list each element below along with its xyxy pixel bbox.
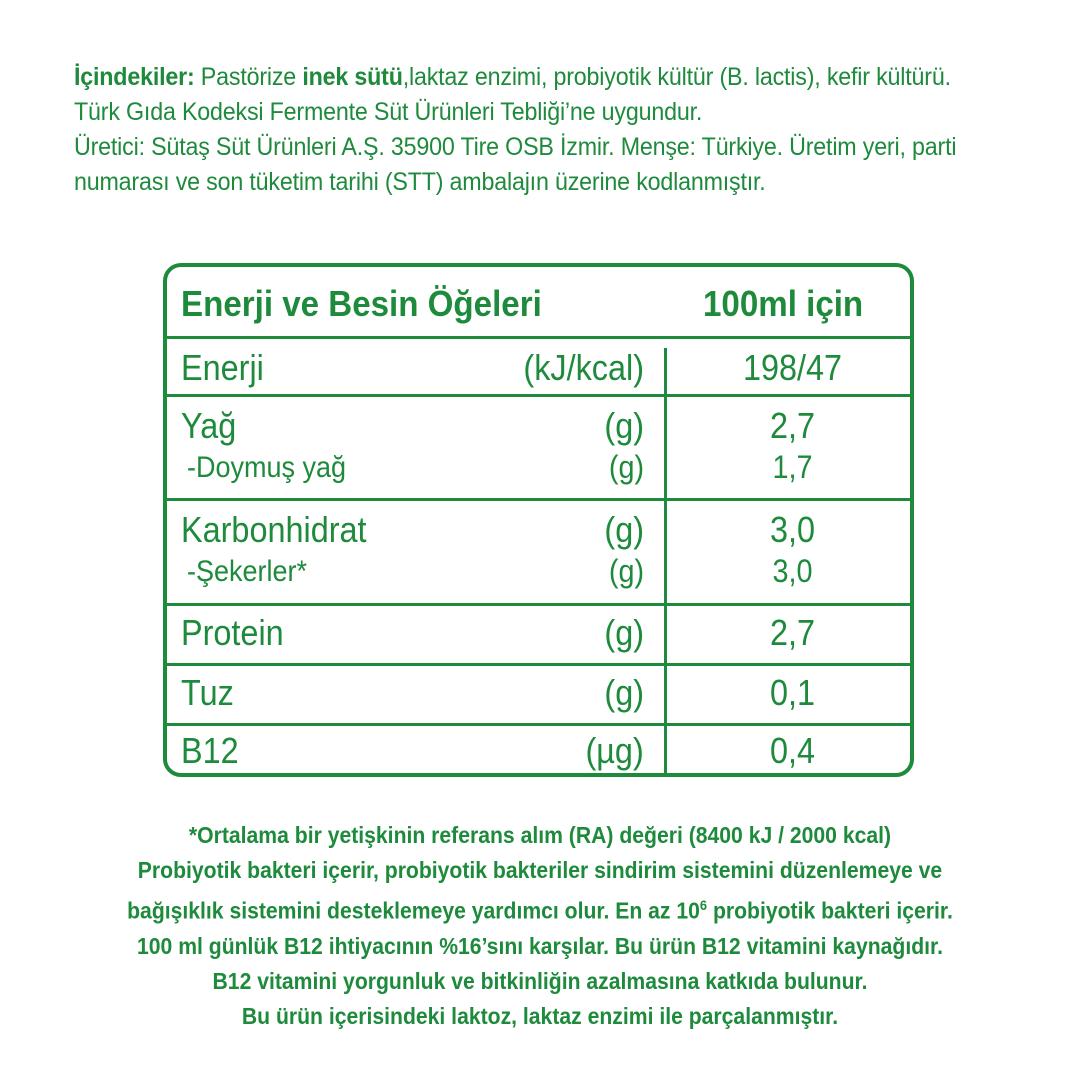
row-value: 3,0: [772, 553, 813, 589]
row-value: 198/47: [742, 347, 843, 388]
ingredients-text-2: ,laktaz enzimi, probiyotik kültür (B. lactis), kefir kültürü.: [402, 63, 951, 91]
ingredients-line-1: [74, 60, 967, 95]
table-row: [167, 498, 910, 603]
row-unit: (µg): [585, 730, 644, 771]
note-probiotic-2: [43, 888, 1037, 929]
note-probiotic-1: Probiyotik bakteri içerir, probiyotik bakteriler sindirim sistemini düzenlemeye ve: [137, 857, 943, 883]
note-lactose: Bu ürün içerisindeki laktoz, laktaz enzimi ile parçalanmıştır.: [241, 1002, 839, 1029]
row-label: Tuz: [181, 672, 234, 713]
ingredients-text-1: Pastörize: [194, 63, 303, 91]
row-label: Karbonhidrat: [181, 509, 367, 550]
producer-line-2: numarası ve son tüketim tarihi (STT) ambalajın üzerine kodlanmıştır.: [74, 168, 766, 196]
row-label: Yağ: [181, 405, 237, 446]
row-label: Protein: [181, 612, 284, 653]
producer-line-1: Üretici: Sütaş Süt Ürünleri A.Ş. 35900 Tire OSB İzmir. Menşe: Türkiye. Üretim yeri, parti: [74, 133, 957, 161]
row-unit: (g): [604, 672, 644, 713]
table-row: [167, 663, 910, 723]
ingredients-milk: inek sütü: [302, 63, 403, 91]
row-value: 2,7: [769, 612, 816, 653]
nutrition-table: [163, 263, 914, 777]
table-row: [167, 336, 910, 398]
note-probiotic-2a: bağışıklık sistemini desteklemeye yardımcı olur. En az 10: [127, 897, 700, 924]
row-value: 0,4: [769, 730, 816, 771]
table-row: [167, 394, 910, 498]
row-label: Enerji: [181, 347, 264, 388]
header-nutrients: Enerji ve Besin Öğeleri: [181, 283, 542, 324]
row-label: B12: [181, 730, 239, 771]
note-reference-intake: *Ortalama bir yetişkinin referans alım (RA) değeri (8400 kJ / 2000 kcal): [188, 822, 892, 848]
row-unit: (g): [604, 509, 644, 550]
row-unit: (g): [604, 612, 644, 653]
note-b12-source: 100 ml günlük B12 ihtiyacının %16’sını karşılar. Bu ürün B12 vitamini kaynağıdır.: [137, 932, 943, 959]
table-row: [167, 603, 910, 663]
ingredients-block: [74, 60, 967, 200]
row-value: 0,1: [769, 672, 816, 713]
row-unit: (g): [608, 553, 644, 589]
ingredients-line-2: Türk Gıda Kodeksi Fermente Süt Ürünleri Tebliği’ne uygundur.: [74, 98, 703, 126]
note-b12-claim: B12 vitamini yorgunluk ve bitkinliğin azalmasına katkıda bulunur.: [212, 967, 868, 994]
row-label: -Doymuş yağ: [187, 451, 347, 484]
row-label: -Şekerler*: [187, 555, 308, 588]
row-unit: (g): [604, 405, 644, 446]
row-unit: (kJ/kcal): [523, 347, 644, 388]
note-exponent: 6: [699, 897, 708, 913]
row-value: 1,7: [772, 449, 813, 485]
header-per-100ml: 100ml için: [703, 283, 864, 324]
ingredients-label: İçindekiler:: [74, 63, 195, 91]
product-notes: [0, 818, 1080, 1034]
note-probiotic-2b: probiyotik bakteri içerir.: [707, 897, 953, 924]
row-value: 3,0: [769, 509, 816, 550]
row-value: 2,7: [769, 405, 816, 446]
table-row: [167, 723, 910, 777]
row-unit: (g): [608, 449, 644, 485]
